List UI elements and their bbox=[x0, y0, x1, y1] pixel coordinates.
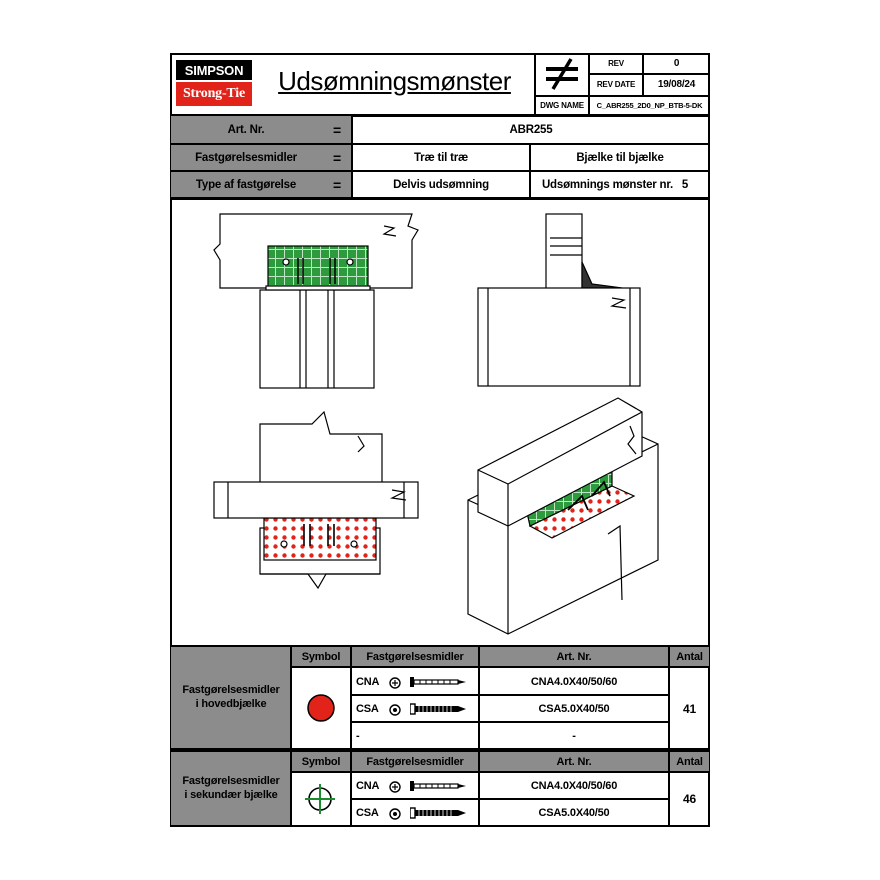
info-value-art-nr: ABR255 bbox=[509, 124, 553, 136]
nail-head-icon bbox=[389, 676, 401, 688]
info-value-wood-to-wood: Træ til træ bbox=[413, 151, 469, 164]
rev-label: REV bbox=[608, 59, 624, 68]
primary-col-antal: Antal bbox=[676, 650, 703, 663]
red-dot-symbol-icon bbox=[306, 693, 336, 723]
page-title: Udsømningsmønster bbox=[278, 65, 511, 96]
info-label-fasteners: Fastgørelsesmidler bbox=[195, 151, 297, 164]
side-view bbox=[478, 214, 640, 386]
primary-row1-artnr: CNA4.0X40/50/60 bbox=[530, 675, 618, 688]
secondary-row1-artnr: CNA4.0X40/50/60 bbox=[530, 779, 618, 792]
info-label-fastening-type: Type af fastgørelse bbox=[195, 178, 297, 191]
equals-sign: = bbox=[333, 176, 341, 193]
primary-antal: 41 bbox=[683, 701, 696, 716]
green-crosshair-symbol-icon bbox=[303, 782, 337, 816]
primary-fastener-label bbox=[171, 675, 291, 719]
secondary-row2-artnr: CSA5.0X40/50 bbox=[538, 806, 610, 819]
screw-icon bbox=[410, 702, 468, 716]
primary-label-line2: i hovedbjælke bbox=[195, 698, 267, 710]
primary-row3-artnr: - bbox=[572, 729, 576, 742]
fastening-drawings bbox=[172, 200, 708, 644]
secondary-fastener-label bbox=[171, 766, 291, 810]
nail-icon bbox=[410, 779, 468, 793]
secondary-label-line2: i sekundær bjælke bbox=[184, 789, 278, 801]
dwg-name-label: DWG NAME bbox=[540, 100, 584, 110]
screw-icon bbox=[410, 806, 468, 820]
primary-col-fasteners: Fastgørelsesmidler bbox=[366, 650, 464, 663]
secondary-col-symbol: Symbol bbox=[301, 755, 341, 768]
primary-col-symbol: Symbol bbox=[301, 650, 341, 663]
info-value-pattern-label: Udsømnings mønster nr. bbox=[541, 178, 673, 191]
primary-row2-artnr: CSA5.0X40/50 bbox=[538, 702, 610, 715]
pattern-number: 5 bbox=[681, 178, 689, 191]
screw-head-icon bbox=[389, 807, 401, 819]
secondary-col-artnr: Art. Nr. bbox=[556, 755, 592, 768]
rev-date-label: REV DATE bbox=[596, 80, 636, 89]
secondary-label-line1: Fastgørelsesmidler bbox=[182, 775, 280, 787]
equals-sign: = bbox=[333, 122, 341, 138]
secondary-col-antal: Antal bbox=[676, 755, 703, 768]
primary-row1-type: CNA bbox=[356, 675, 380, 688]
equals-sign: = bbox=[333, 149, 341, 166]
info-value-partial-nailing: Delvis udsømning bbox=[393, 178, 489, 191]
primary-row2-type: CSA bbox=[356, 702, 379, 715]
strong-tie-logo: Strong-Tie bbox=[176, 82, 252, 106]
secondary-col-fasteners: Fastgørelsesmidler bbox=[366, 755, 464, 768]
info-value-beam-to-beam: Bjælke til bjælke bbox=[576, 151, 664, 164]
primary-row3-type: - bbox=[356, 729, 360, 742]
rev-date-value: 19/08/24 bbox=[657, 79, 696, 90]
nail-head-icon bbox=[389, 780, 401, 792]
secondary-row1-type: CNA bbox=[356, 779, 380, 792]
primary-label-line1: Fastgørelsesmidler bbox=[182, 684, 280, 696]
secondary-row2-type: CSA bbox=[356, 806, 379, 819]
primary-col-artnr: Art. Nr. bbox=[556, 650, 592, 663]
rev-value: 0 bbox=[673, 58, 680, 69]
isometric-view bbox=[468, 398, 658, 634]
front-view bbox=[214, 214, 418, 388]
simpson-logo: SIMPSON bbox=[176, 60, 252, 80]
nail-icon bbox=[410, 675, 468, 689]
screw-head-icon bbox=[389, 703, 401, 715]
dwg-name-value: C_ABR255_2D0_NP_BTB-5-DK bbox=[596, 100, 703, 110]
top-view bbox=[214, 412, 418, 588]
not-equal-icon bbox=[540, 55, 584, 93]
info-label-art-nr: Art. Nr. bbox=[227, 124, 265, 136]
secondary-antal: 46 bbox=[683, 792, 696, 806]
